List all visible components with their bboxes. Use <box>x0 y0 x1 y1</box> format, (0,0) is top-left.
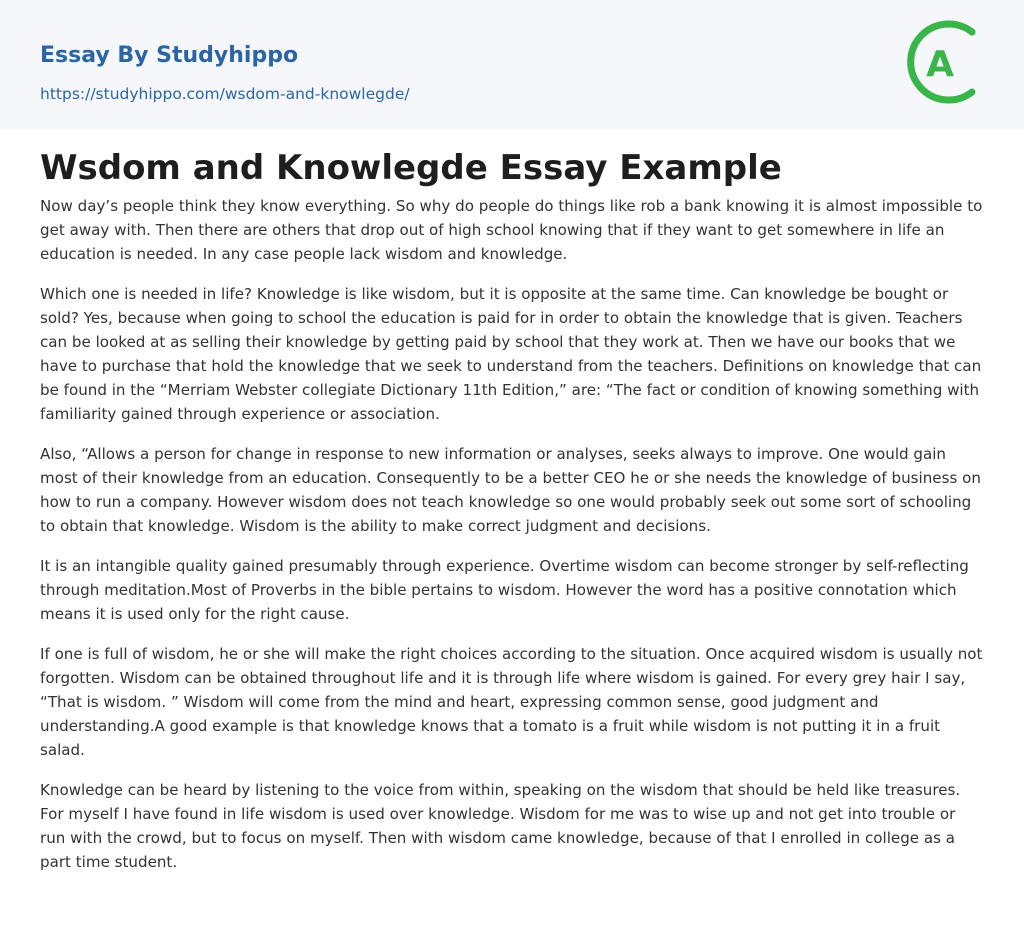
essay-paragraph: Also, “Allows a person for change in response to new information or analyses, seeks always to improve. One would gain most of their knowledge from an education. Consequently to be a better CEO he or she needs the knowledge of business on how to run a company. However wisdom does not teach knowledge so one would probably seek out some sort of schooling to obtain that knowledge. Wisdom is the ability to make correct judgment and decisions. <box>40 445 981 535</box>
essay-paragraph: Now day’s people think they know everything. So why do people do things like rob a bank knowing it is almost impossible to get away with. Then there are others that drop out of high school knowing that if they want to get somewhere in life an education is needed. In any case people lack wisdom and knowledge. <box>40 197 983 263</box>
site-brand[interactable]: Essay By Studyhippo <box>40 43 299 68</box>
logo-letter: A <box>926 44 954 85</box>
essay-paragraph: Which one is needed in life? Knowledge is like wisdom, but it is opposite at the same time. Can knowledge be bought or sold? Yes, because when going to school the education is paid for in order to obtain the knowledge that is given. Teachers can be looked at as selling their knowledge by getting paid by school that they work at. Then we have our books that we have to purchase that hold the knowledge that we seek to understand from the teachers. Definitions on knowledge that can be found in the “Merriam Webster collegiate Dictionary 11th Edition,” are: “The fact or condition of knowing something with familiarity gained through experience or association. <box>40 285 982 423</box>
essay-body <box>40 194 984 890</box>
page-title: Wsdom and Knowlegde Essay Example <box>40 148 782 188</box>
page-header <box>0 0 1024 129</box>
essay-paragraph: Knowledge can be heard by listening to the voice from within, speaking on the wisdom that should be held like treasures. For myself I have found in life wisdom is used over knowledge. Wisdom for me was to wise up and not get into trouble or run with the crowd, but to focus on myself. Then with wisdom came knowledge, because of that I enrolled in college as a part time student. <box>40 781 961 871</box>
studyhippo-logo-icon[interactable] <box>906 18 988 106</box>
essay-paragraph: If one is full of wisdom, he or she will make the right choices according to the situation. Once acquired wisdom is usually not forgotten. Wisdom can be obtained throughout life and it is through life where wisdom is gained. For every grey hair I say, “That is wisdom. ” Wisdom will come from the mind and heart, expressing common sense, good judgment and understanding.A good example is that knowledge knows that a tomato is a fruit while wisdom is not putting it in a fruit salad. <box>40 645 983 759</box>
essay-paragraph: It is an intangible quality gained presumably through experience. Overtime wisdom can become stronger by self-reflecting through meditation.Most of Proverbs in the bible pertains to wisdom. However the word has a positive connotation which means it is used only for the right cause. <box>40 557 969 623</box>
source-url-link[interactable]: https://studyhippo.com/wsdom-and-knowlegde/ <box>40 85 410 103</box>
